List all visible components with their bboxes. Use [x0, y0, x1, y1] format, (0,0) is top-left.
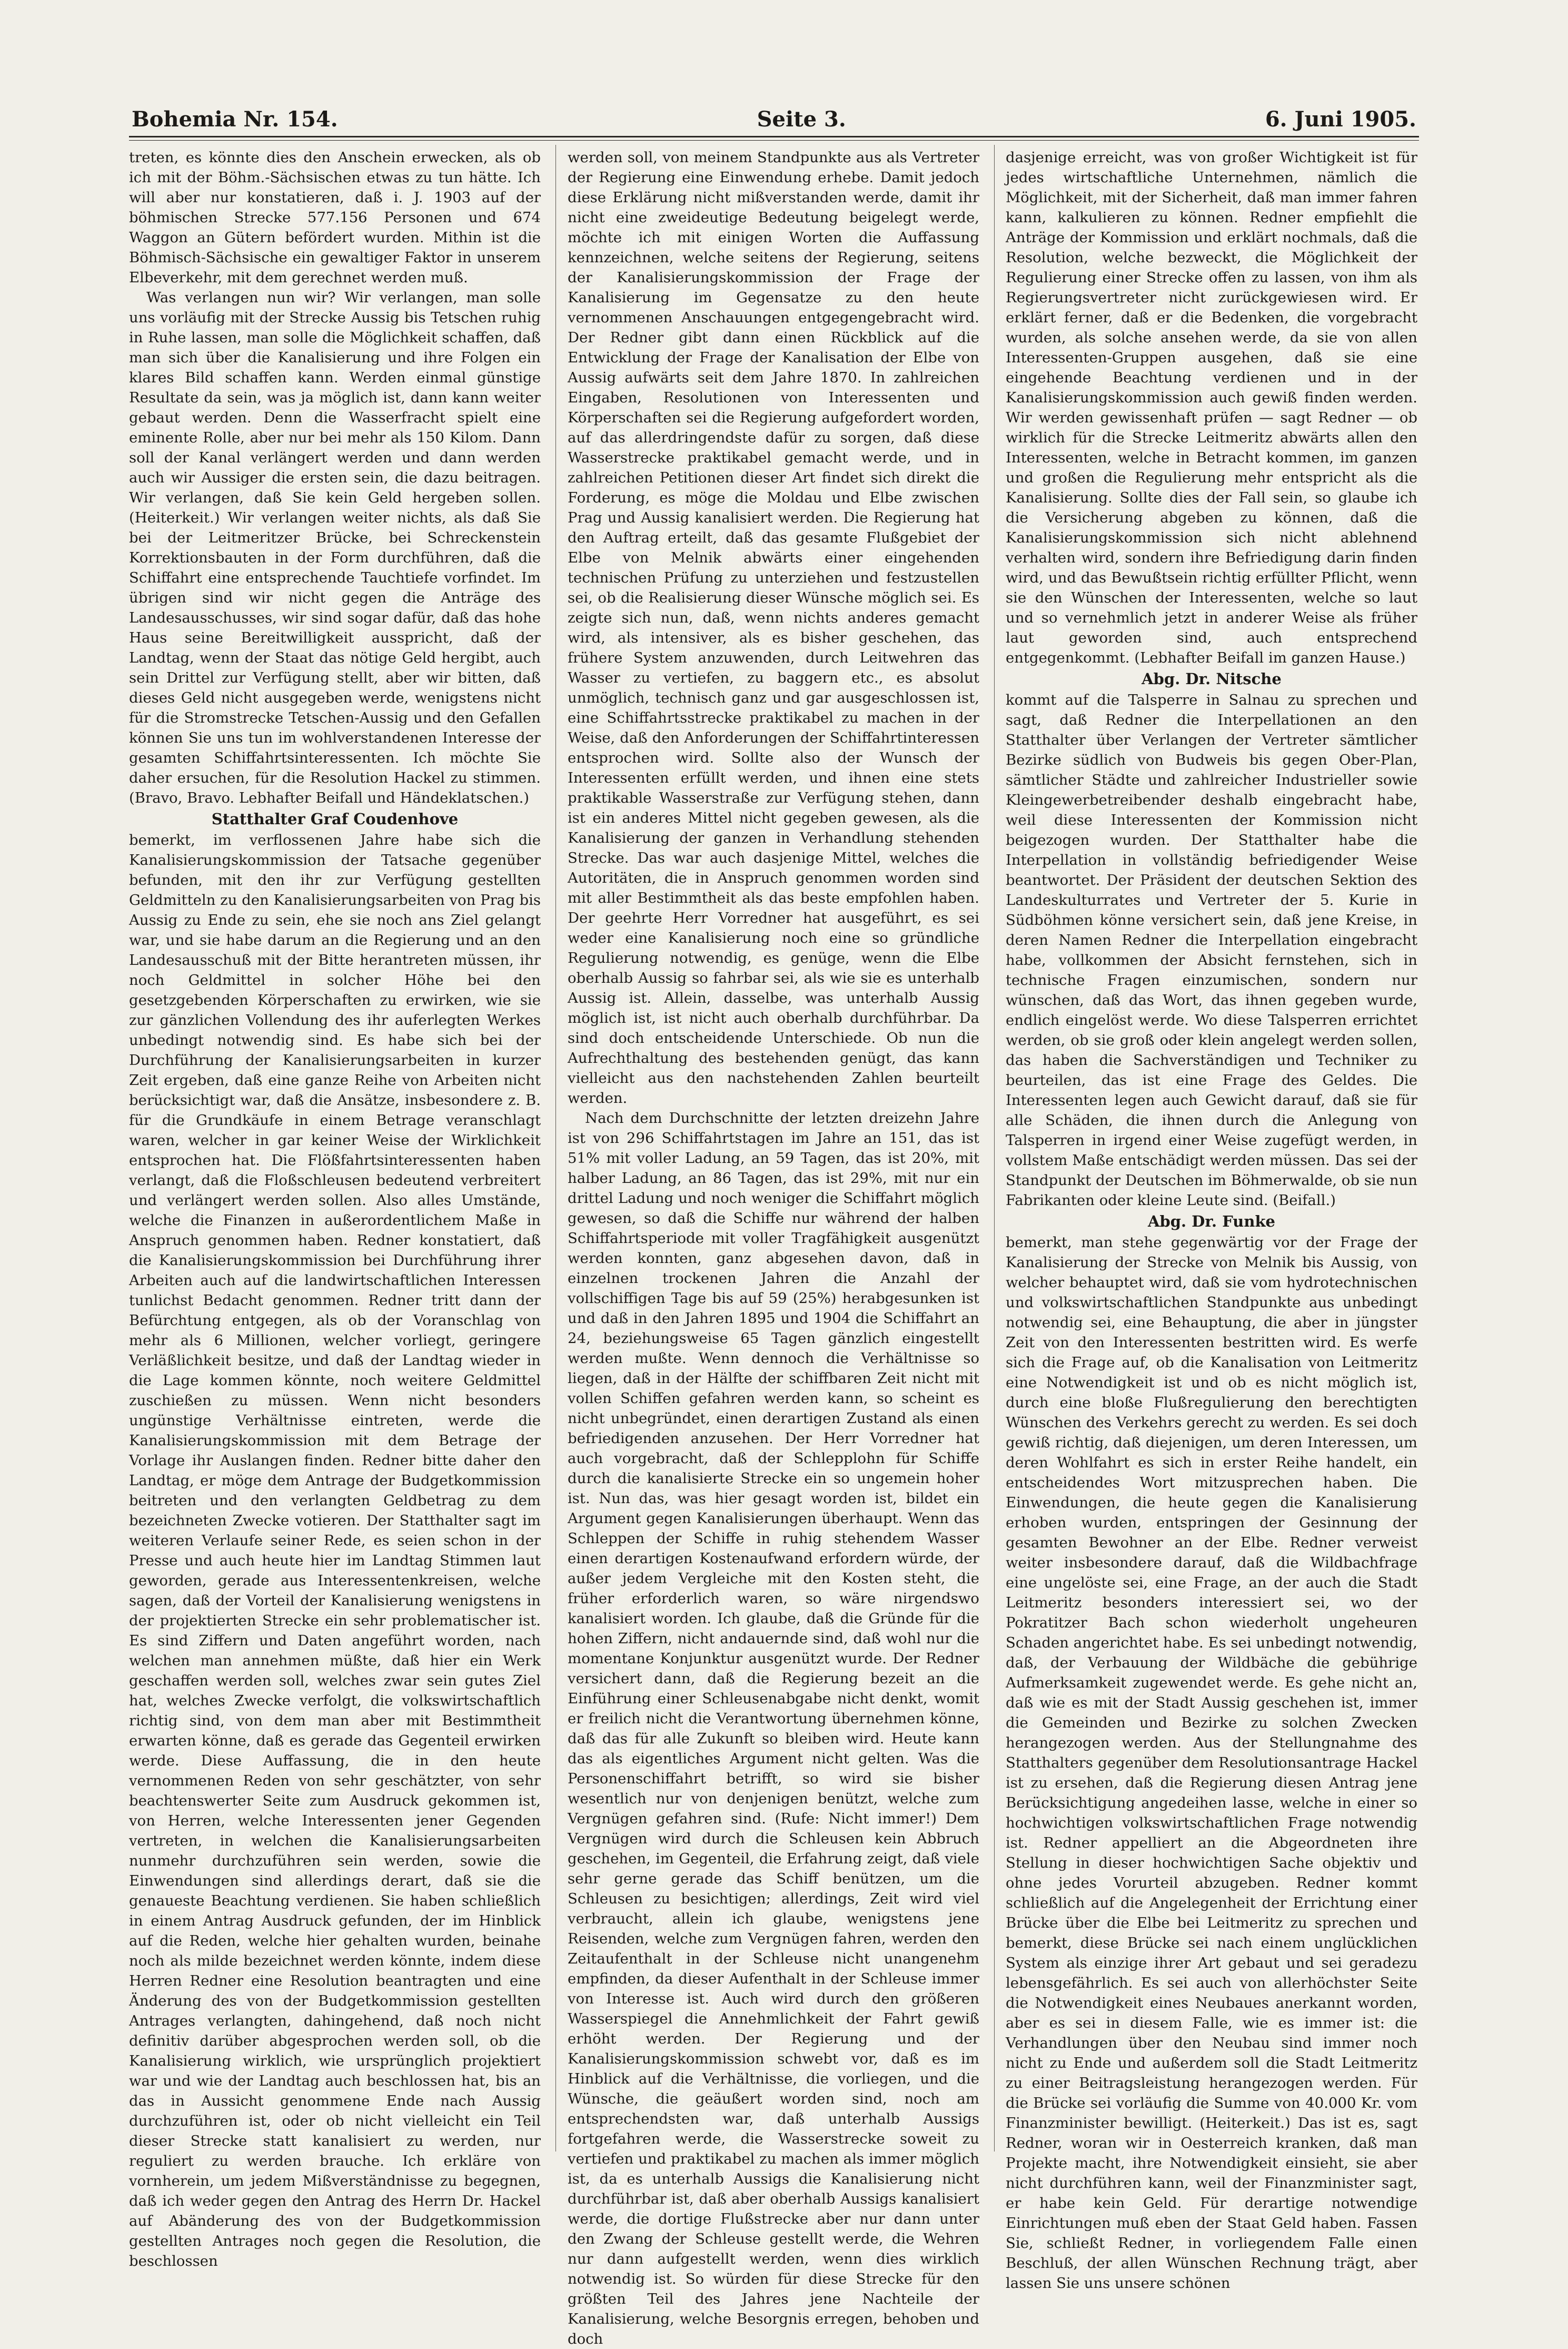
- speaker-heading: Abg. Dr. Nitsche: [1142, 670, 1282, 688]
- article-paragraph: dasjenige erreicht, was von großer Wichtigkeit ist für jedes wirtschaftliche Unternehmen, nämlich die Möglichkeit, mit der Sicherheit, daß man immer fahren kann, kalkulieren zu können. Redner empfiehlt die Anträge der Kommission und erklärt nochmals, daß die Resolution, welche bezweckt, die Möglichkeit der Regulierung einer Strecke offen zu lassen, von ihm als Regierungsvertreter nicht zurückgewiesen wird. Er erklärt ferner, daß er die Bedenken, die vorgebracht wurden, als solche ansehen werde, da sie von allen Interessenten-Gruppen ausgehen, daß sie eine eingehende Beachtung verdienen und in der Kanalisierungskommission auch gewiß finden werden. Wir werden gewissenhaft prüfen — sagt Redner — ob wirklich für die Strecke Leitmeritz abwärts allen den Interessenten, welche in Betracht kommen, im ganzen und großen die Regulierung mehr entspricht als die Kanalisierung. Sollte dies der Fall sein, so glaube ich die Versicherung abgeben zu können, daß die Kanalisierungskommission sich nicht ablehnend verhalten wird, sondern ihre Befriedigung darin finden wird, und das Bewußtsein richtig erfüllter Pflicht, wenn sie den Wünschen der Interessenten, welche so laut und so vernehmlich jetzt in anderer Weise als früher laut geworden sind, auch entsprechend entgegenkommt. (Lebhafter Beifall im ganzen Hause.): [1006, 149, 1417, 666]
- speaker-heading: Abg. Dr. Funke: [1148, 1212, 1275, 1230]
- article-paragraph: Was verlangen nun wir? Wir verlangen, man solle uns vorläufig mit der Strecke Aussig bis Tetschen ruhig in Ruhe lassen, man solle die Möglichkeit schaffen, daß man sich über die Kanalisierung und ihre Folgen ein klares Bild schaffen kann. Werden einmal günstige Resultate da sein, was ja möglich ist, dann kann weiter gebaut werden. Denn die Wasserfracht spielt eine eminente Rolle, aber nur bei mehr als 150 Kilom. Dann soll der Kanal verlängert werden und dann werden auch wir Aussiger die ersten sein, die dazu beitragen. Wir verlangen, daß Sie kein Geld hergeben sollen. (Heiterkeit.) Wir verlangen weiter nichts, als daß Sie bei der Leitmeritzer Brücke, bei Schreckenstein Korrektionsbauten in der Form durchführen, daß die Schiffahrt eine entsprechende Tauchtiefe vorfindet. Im übrigen sind wir nicht gegen die Anträge des Landesausschusses, wir sind sogar dafür, daß das hohe Haus seine Bereitwilligkeit ausspricht, daß der Landtag, wenn der Staat das nötige Geld hergibt, auch sein Drittel zur Verfügung stellt, aber wir bitten, daß dieses Geld nicht ausgegeben werde, wenigstens nicht für die Stromstrecke Tetschen-Aussig und den Gefallen können Sie uns tun im wohlverstandenen Interesse der gesamten Schiffahrtsinteressenten. Ich möchte Sie daher ersuchen, für die Resolution Hackel zu stimmen. (Bravo, Bravo. Lebhafter Beifall und Händeklatschen.): [129, 289, 541, 806]
- article-paragraph: bemerkt, man stehe gegenwärtig vor der Frage der Kanalisierung der Strecke von Melnik bis Aussig, von welcher behauptet wird, daß sie vom hydrotechnischen und volkswirtschaftlichen Standpunkte aus unbedingt notwendig sei, eine Behauptung, die aber in jüngster Zeit von den Interessenten bestritten wird. Es werfe sich die Frage auf, ob die Kanalisation von Leitmeritz eine Notwendigkeit ist und ob es nicht möglich ist, durch eine bloße Flußregulierung den berechtigten Wünschen des Verkehrs gerecht zu werden. Es sei doch gewiß richtig, daß diejenigen, um deren Interessen, um deren Wohlfahrt es sich in erster Reihe handelt, ein entscheidendes Wort mitzusprechen haben. Die Einwendungen, die heute gegen die Kanalisierung erhoben wurden, entspringen der Gesinnung der gesamten Bewohner an der Elbe. Redner verweist weiter insbesondere darauf, daß die Wildbachfrage eine ungelöste sei, eine Frage, an der auch die Stadt Leitmeritz besonders interessiert sei, wo der Pokratitzer Bach schon wiederholt ungeheuren Schaden angerichtet habe. Es sei unbedingt notwendig, daß, der Verbauung der Wildbäche die gebührige Aufmerksamkeit zugewendet werde. Es gehe nicht an, daß wie es mit der Stadt Aussig geschehen ist, immer die Gemeinden und Bezirke zu solchen Zwecken herangezogen werden. Aus der Stellungnahme des Statthalters gegenüber dem Resolutionsantrage Hackel ist zu ersehen, daß die Regierung diesen Antrag jene Berücksichtigung angedeihen lasse, welche in einer so hochwichtigen volkswirtschaftlichen Frage notwendig ist. Redner appelliert an die Abgeordneten ihre Stellung in dieser hochwichtigen Sache objektiv und ohne jedes Vorurteil abzugeben. Redner kommt schließlich auf die Angelegenheit der Errichtung einer Brücke über die Elbe bei Leitmeritz zu sprechen und bemerkt, diese Brücke sei nach einem unglücklichen System als einzige ihrer Art gebaut und sei geradezu lebensgefährlich. Es sei auch von allerhöchster Seite die Notwendigkeit eines Neubaues anerkannt worden, aber es sei in diesem Falle, wie es immer ist: die Verhandlungen über den Neubau sind immer noch nicht zu Ende und außerdem soll die Stadt Leitmeritz zu einer Beitragsleistung herangezogen werden. Für die Brücke sei vorläufig die Summe von 40.000 Kr. vom Finanzminister bewilligt. (Heiterkeit.) Das ist es, sagt Redner, woran wir in Oesterreich kranken, daß man Projekte macht, ihre Notwendigkeit einsieht, sie aber nicht durchführen kann, weil der Finanzminister sagt, er habe kein Geld. Für derartige notwendige Einrichtungen muß eben der Staat Geld haben. Fassen Sie, schließt Redner, in vorliegendem Falle einen Beschluß, der allen Wünschen Rechnung trägt, aber lassen Sie uns unsere schönen: [1006, 1234, 1417, 2292]
- column-2: [568, 147, 979, 2347]
- header-rule-thin: [129, 140, 1419, 141]
- page-number: Seite 3.: [757, 107, 846, 132]
- article-paragraph: Nach dem Durchschnitte der letzten dreizehn Jahre ist von 296 Schiffahrtstagen im Jahre an 151, das ist 51% mit voller Ladung, an 59 Tagen, das ist 20%, mit halber Ladung, an 86 Tagen, das ist 29%, mit nur ein drittel Ladung und noch weniger die Schiffahrt möglich gewesen, so daß die Schiffe nur während der halben Schiffahrtsperiode mit voller Tragfähigkeit ausgenützt werden konnten, ganz abgesehen davon, daß in einzelnen trockenen Jahren die Anzahl der vollschiffigen Tage bis auf 59 (25%) herabgesunken ist und daß in den Jahren 1895 und 1904 die Schiffahrt an 24, beziehungsweise 65 Tagen gänzlich eingestellt werden mußte. Wenn dennoch die Verhältnisse so liegen, daß in der Hälfte der schiffbaren Zeit nicht mit vollen Schiffen gefahren werden kann, so scheint es nicht unbegründet, einen derartigen Zustand als einen befriedigenden anzusehen. Der Herr Vorredner hat auch vorgebracht, daß der Schlepplohn für Schiffe durch die kanalisierte Strecke ein so ungemein hoher ist. Nun das, was hier gesagt worden ist, bildet ein Argument gegen Kanalisierungen überhaupt. Wenn das Schleppen der Schiffe in ruhig stehendem Wasser einen derartigen Kostenaufwand erfordern würde, der außer jedem Vergleiche mit den Kosten steht, die früher erforderlich waren, so wäre nirgendswo kanalisiert worden. Ich glaube, daß die Gründe für die hohen Ziffern, nicht andauernde sind, daß wohl nur die momentane Konjunktur ausgenützt wurde. Der Redner versichert dann, daß die Regierung bezeit an die Einführung einer Schleusenabgabe nicht denkt, womit er freilich nicht die Verantwortung übernehmen könne, daß das für alle Zukunft so bleiben wird. Heute kann das als eigentliches Argument nicht gelten. Was die Personenschiffahrt betrifft, so wird sie bisher wesentlich nur von denjenigen benützt, welche zum Vergnügen gefahren sind. (Rufe: Nicht immer!) Dem Vergnügen wird durch die Schleusen kein Abbruch geschehen, im Gegenteil, die Erfahrung zeigt, daß viele sehr gerne gerade das Schiff benützen, um die Schleusen zu besichtigen; allerdings, Zeit wird viel verbraucht, allein ich glaube, wenigstens jene Reisenden, welche zum Vergnügen fahren, werden den Zeitaufenthalt in der Schleuse nicht unangenehm empfinden, da dieser Aufenthalt in der Schleuse immer von Interesse ist. Auch wird durch den größeren Wasserspiegel die Annehmlichkeit der Fahrt gewiß erhöht werden. Der Regierung und der Kanalisierungskommission schwebt vor, daß es im Hinblick auf die Verhältnisse, die vorliegen, und die Wünsche, die geäußert worden sind, noch am entsprechendsten war, daß unterhalb Aussigs fortgefahren werde, die Wasserstrecke soweit zu vertiefen und praktikabel zu machen als immer möglich ist, da es unterhalb Aussigs die Kanalisierung nicht durchführbar ist, daß aber oberhalb Aussigs kanalisiert werde, die dortige Flußstrecke aber nur dann unter den Zwang der Schleuse gestellt werde, die Wehren nur dann aufgestellt werden, wenn dies wirklich notwendig ist. So würden für diese Strecke für den größten Teil des Jahres jene Nachteile der Kanalisierung, welche Besorgnis erregen, behoben und doch: [568, 1110, 979, 2347]
- speaker-heading: Statthalter Graf Coudenhove: [211, 810, 459, 828]
- column-1: [129, 147, 541, 2269]
- column-divider: [994, 145, 995, 2151]
- article-paragraph: bemerkt, im verflossenen Jahre habe sich die Kanalisierungskommission der Tatsache gegenüber befunden, mit den ihr zur Verfügung gestellten Geldmitteln zu den Kanalisierungsarbeiten von Prag bis Aussig zu Ende zu sein, ehe sie noch ans Ziel gelangt war, und sie habe darum an die Regierung und an den Landesausschuß mit der Bitte herantreten müssen, ihr noch Geldmittel in solcher Höhe bei den gesetzgebenden Körperschaften zu erwirken, wie sie zur gänzlichen Vollendung des ihr auferlegten Werkes unbedingt notwendig sind. Es habe sich bei der Durchführung der Kanalisierungsarbeiten in kurzer Zeit ergeben, daß eine ganze Reihe von Arbeiten nicht berücksichtigt war, daß die Ansätze, insbesondere z. B. für die Grundkäufe in einem Betrage veranschlagt waren, welcher in gar keiner Weise der Wirklichkeit entsprochen hat. Die Flößfahrtsinteressenten haben verlangt, daß die Floßschleusen bedeutend verbreitert und verlängert werden sollen. Also alles Umstände, welche die Finanzen in außerordentlichem Maße in Anspruch genommen haben. Redner konstatiert, daß die Kanalisierungskommission bei Durchführung ihrer Arbeiten auch auf die landwirtschaftlichen Interessen tunlichst Bedacht genommen. Redner tritt dann der Befürchtung entgegen, als ob der Voranschlag von mehr als 6 Millionen, welcher vorliegt, geringere Verläßlichkeit besitze, und daß der Landtag wieder in die Lage kommen könnte, noch weitere Geldmittel zuschießen zu müssen. Wenn nicht besonders ungünstige Verhältnisse eintreten, werde die Kanalisierungskommission mit dem Betrage der Vorlage ihr Auslangen finden. Redner bitte daher den Landtag, er möge dem Antrage der Budgetkommission beitreten und den verlangten Geldbetrag zu dem bezeichneten Zwecke votieren. Der Statthalter sagt im weiteren Verlaufe seiner Rede, es seien schon in der Presse und auch heute hier im Landtag Stimmen laut geworden, gerade aus Interessentenkreisen, welche sagen, daß der Vorteil der Kanalisierung wenigstens in der projektierten Strecke ein sehr problematischer ist. Es sind Ziffern und Daten angeführt worden, nach welchen man annehmen müßte, daß hier ein Werk geschaffen werden soll, welches zwar sein gutes Ziel hat, welches Zwecke verfolgt, die volkswirtschaftlich richtig sind, von dem man aber mit Bestimmtheit erwarten könne, daß es gerade das Gegenteil erwirken werde. Diese Auffassung, die in den heute vernommenen Reden von sehr geschätzter, von sehr beachtenswerter Seite zum Ausdruck gekommen ist, von Herren, welche Interessenten jener Gegenden vertreten, in welchen die Kanalisierungsarbeiten nunmehr durchzuführen sein werden, sowie die Einwendungen sind allerdings derart, daß sie die genaueste Beachtung verdienen. Sie haben schließlich in einem Antrag Ausdruck gefunden, der im Hinblick auf die Reden, welche hier gehalten wurden, beinahe noch als milde bezeichnet werden könnte, indem diese Herren Redner eine Resolution beantragten und eine Änderung des von der Budgetkommission gestellten Antrages verlangten, dahingehend, daß noch nicht definitiv darüber abgesprochen werden soll, ob die Kanalisierung wirklich, wie ursprünglich projektiert war und wie der Landtag auch beschlossen hat, bis an das in Aussicht genommene Ende nach Aussig durchzuführen ist, oder ob nicht vielleicht ein Teil dieser Strecke statt kanalisiert zu werden, nur reguliert zu werden brauche. Ich erkläre von vornherein, um jedem Mißverständnisse zu begegnen, daß ich weder gegen den Antrag des Herrn Dr. Hackel auf Abänderung des von der Budgetkommission gestellten Antrages noch gegen die Resolution, die beschlossen: [129, 832, 541, 2269]
- page-header: [132, 95, 1416, 132]
- article-paragraph: kommt auf die Talsperre in Salnau zu sprechen und sagt, daß Redner die Interpellationen an den Statthalter über Verlangen der Vertreter sämtlicher Bezirke südlich von Budweis bis gegen Ober-Plan, sämtlicher Städte und zahlreicher Industrieller sowie Kleingewerbetreibender deshalb eingebracht habe, weil diese Interessenten der Kommission nicht beigezogen wurden. Der Statthalter habe die Interpellation in vollständig befriedigender Weise beantwortet. Der Präsident der deutschen Sektion des Landeskulturrates und Vertreter der 5. Kurie in Südböhmen könne versichert sein, daß jene Kreise, in deren Namen Redner die Interpellation eingebracht habe, vollkommen der Absicht fernstehen, sich in technische Fragen einzumischen, sondern nur wünschen, daß das Wort, das ihnen gegeben wurde, endlich eingelöst werde. Wo diese Talsperren errichtet werden, ob sie groß oder klein angelegt werden sollen, das haben die Sachverständigen und Techniker zu beurteilen, das ist eine Frage des Geldes. Die Interessenten legen auch Gewicht darauf, daß sie für alle Schäden, die ihnen durch die Anlegung von Talsperren in irgend einer Weise zugefügt werden, in vollstem Maße entschädigt werden müssen. Das sei der Standpunkt der Deutschen im Böhmerwalde, ob sie nun Fabrikanten oder kleine Leute sind. (Beifall.): [1006, 692, 1417, 1209]
- issue-date: 6. Juni 1905.: [1265, 107, 1416, 132]
- column-divider: [555, 145, 556, 2151]
- column-3: [1006, 147, 1417, 2292]
- article-paragraph: werden soll, von meinem Standpunkte aus als Vertreter der Regierung eine Einwendung erhebe. Damit jedoch diese Erklärung nicht mißverstanden werde, damit ihr nicht eine zweideutige Bedeutung beigelegt werde, möchte ich mit einigen Worten die Auffassung kennzeichnen, welche seitens der Regierung, seitens der Kanalisierungskommission der Frage der Kanalisierung im Gegensatze zu den heute vernommenen Anschauungen entgegengebracht wird. Der Redner gibt dann einen Rückblick auf die Entwicklung der Frage der Kanalisation der Elbe von Aussig aufwärts seit dem Jahre 1870. In zahlreichen Eingaben, Resolutionen von Interessenten und Körperschaften sei die Regierung aufgefordert worden, auf das allerdringendste dafür zu sorgen, daß diese Wasserstrecke praktikabel gemacht werde, und in zahlreichen Petitionen dieser Art findet sich direkt die Forderung, es möge die Moldau und Elbe zwischen Prag und Aussig kanalisiert werden. Die Regierung hat den Auftrag erteilt, daß das gesamte Flußgebiet der Elbe von Melnik abwärts einer eingehenden technischen Prüfung zu unterziehen und festzustellen sei, ob die Realisierung dieser Wünsche möglich sei. Es zeigte sich nun, daß, wenn nichts anderes gemacht wird, als intensiver, als es bisher geschehen, das frühere System anzuwenden, durch Leitwehren das Wasser zu vertiefen, zu baggern etc., es absolut unmöglich, technisch ganz und gar ausgeschlossen ist, eine Schiffahrtsstrecke praktikabel zu machen in der Weise, daß den Anforderungen der Schiffahrtinteressen entsprochen wird. Sollte also der Wunsch der Interessenten erfüllt werden, und ihnen eine stets praktikable Wasserstraße zur Verfügung stehen, dann ist ein anderes Mittel nicht gegeben gewesen, als die Kanalisierung der ganzen in Verhandlung stehenden Strecke. Das war auch dasjenige Mittel, welches die Autoritäten, die in Anspruch genommen worden sind mit aller Bestimmtheit als das beste empfohlen haben. Der geehrte Herr Vorredner hat ausgeführt, es sei weder eine Kanalisierung noch eine so gründliche Regulierung notwendig, es genüge, wenn die Elbe oberhalb Aussig so fahrbar sei, als wie sie es unterhalb Aussig ist. Allein, dasselbe, was unterhalb Aussig möglich ist, ist nicht auch oberhalb durchführbar. Da sind doch entscheidende Unterschiede. Ob nun die Aufrechthaltung des bestehenden genügt, das kann vielleicht aus den nachstehenden Zahlen beurteilt werden.: [568, 149, 979, 1107]
- article-paragraph: treten, es könnte dies den Anschein erwecken, als ob ich mit der Böhm.-Sächsischen etwas zu tun hätte. Ich will aber nur konstatieren, daß i. J. 1903 auf der böhmischen Strecke 577.156 Personen und 674 Waggon an Gütern befördert wurden. Mithin ist die Böhmisch-Sächsische ein gewaltiger Faktor in unserem Elbeverkehr, mit dem gerechnet werden muß.: [129, 149, 541, 286]
- header-rule: [129, 136, 1419, 137]
- paper-title: Bohemia Nr. 154.: [132, 107, 338, 132]
